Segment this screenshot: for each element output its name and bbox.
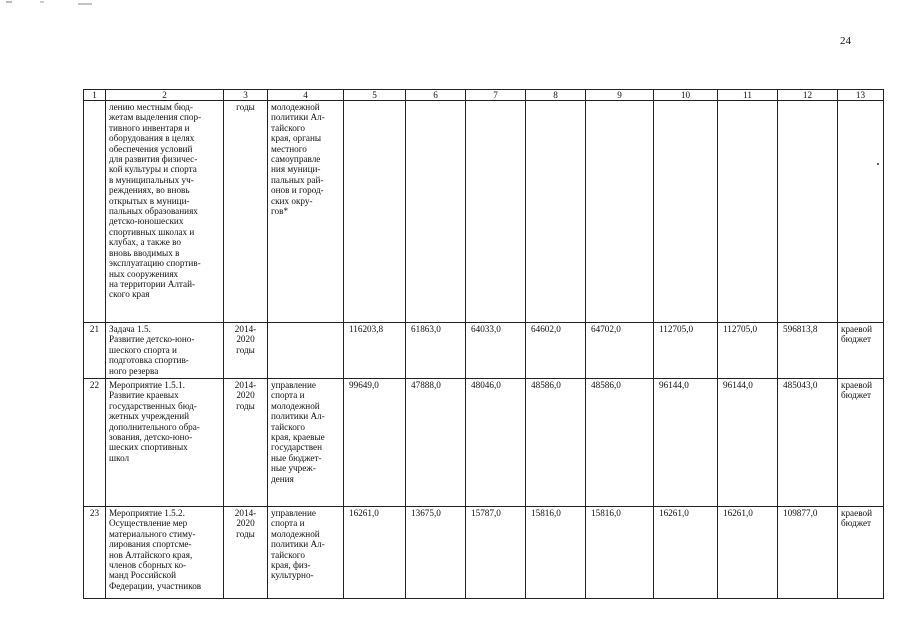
amount-cell [718,101,778,323]
budget-table [83,89,884,599]
period: 2014- 2020 годы [224,323,268,379]
amount-cell: 48586,0 [586,379,654,507]
amount-cell: 13675,0 [406,507,466,599]
page-number: 24 [840,35,851,47]
activity-name: Мероприятие 1.5.1. Развитие краевых государственных бюд- жетных учреждений дополнительного обра- зования, детско-юно- шеских спортивных школ [106,379,224,507]
total-cell: 596813,8 [778,323,838,379]
column-number: 10 [654,90,718,101]
funding-source: краевой бюджет [838,323,884,379]
amount-cell: 64602,0 [526,323,586,379]
funding-source: краевой бюджет [838,507,884,599]
amount-cell [466,101,526,323]
column-number: 13 [838,90,884,101]
table-header-row [84,90,884,101]
column-number: 2 [106,90,224,101]
amount-cell: 61863,0 [406,323,466,379]
table-row [84,507,884,599]
table-row [84,101,884,323]
period: 2014- 2020 годы [224,379,268,507]
amount-cell [344,101,406,323]
amount-cell: 96144,0 [654,379,718,507]
executor: управление спорта и молодежной политики Ал- тайского края, физ- культурно- [268,507,344,599]
row-number: 22 [84,379,106,507]
column-number: 12 [778,90,838,101]
amount-cell: 99649,0 [344,379,406,507]
amount-cell: 116203,8 [344,323,406,379]
amount-cell: 15816,0 [586,507,654,599]
amount-cell: 15816,0 [526,507,586,599]
column-number: 5 [344,90,406,101]
amount-cell: 16261,0 [344,507,406,599]
activity-name: Задача 1.5. Развитие детско-юно- шеского спорта и подготовка спортив- ного резерва [106,323,224,379]
total-cell: 109877,0 [778,507,838,599]
amount-cell: 64702,0 [586,323,654,379]
amount-cell [654,101,718,323]
amount-cell: 48586,0 [526,379,586,507]
column-number: 1 [84,90,106,101]
table-row [84,379,884,507]
top-edge-mark [6,0,96,8]
column-number: 11 [718,90,778,101]
amount-cell: 96144,0 [718,379,778,507]
row-number: 23 [84,507,106,599]
period: годы [224,101,268,323]
column-number: 7 [466,90,526,101]
column-number: 6 [406,90,466,101]
activity-name: Мероприятие 1.5.2. Осуществление мер материального стиму- лирования спортсме- нов Алтайского края, членов сборных ко- манд Российской Федерации, участников [106,507,224,599]
amount-cell: 47888,0 [406,379,466,507]
amount-cell: 16261,0 [654,507,718,599]
total-cell: 485043,0 [778,379,838,507]
funding-source: краевой бюджет [838,379,884,507]
column-number: 4 [268,90,344,101]
table-row [84,323,884,379]
executor [268,323,344,379]
period: 2014- 2020 годы [224,507,268,599]
column-number: 3 [224,90,268,101]
total-cell [778,101,838,323]
row-number [84,101,106,323]
amount-cell [586,101,654,323]
amount-cell: 16261,0 [718,507,778,599]
executor: управление спорта и молодежной политики Ал- тайского края, краевые государствен ные бюджет- ные учреж- дения [268,379,344,507]
amount-cell [526,101,586,323]
amount-cell: 112705,0 [718,323,778,379]
amount-cell [406,101,466,323]
column-number: 8 [526,90,586,101]
amount-cell: 64033,0 [466,323,526,379]
row-number: 21 [84,323,106,379]
activity-name: лению местным бюд- жетам выделения спор- тивного инвентаря и оборудования в целях обеспечения условий для развития физичес- кой культуры и спорта в муниципальных уч- реждениях, во вновь открытых в муници- пальных образованиях детско-юношеских спортивных школах и клубах, а также во вновь вводимых в эксплуатацию спортив- ных сооружениях на территории Алтай- ского края [106,101,224,323]
amount-cell: 15787,0 [466,507,526,599]
amount-cell: 112705,0 [654,323,718,379]
amount-cell: 48046,0 [466,379,526,507]
funding-source [838,101,884,323]
column-number: 9 [586,90,654,101]
executor: молодежной политики Ал- тайского края, органы местного самоуправле ния муници- пальных рай- онов и город- ских окру- гов* [268,101,344,323]
